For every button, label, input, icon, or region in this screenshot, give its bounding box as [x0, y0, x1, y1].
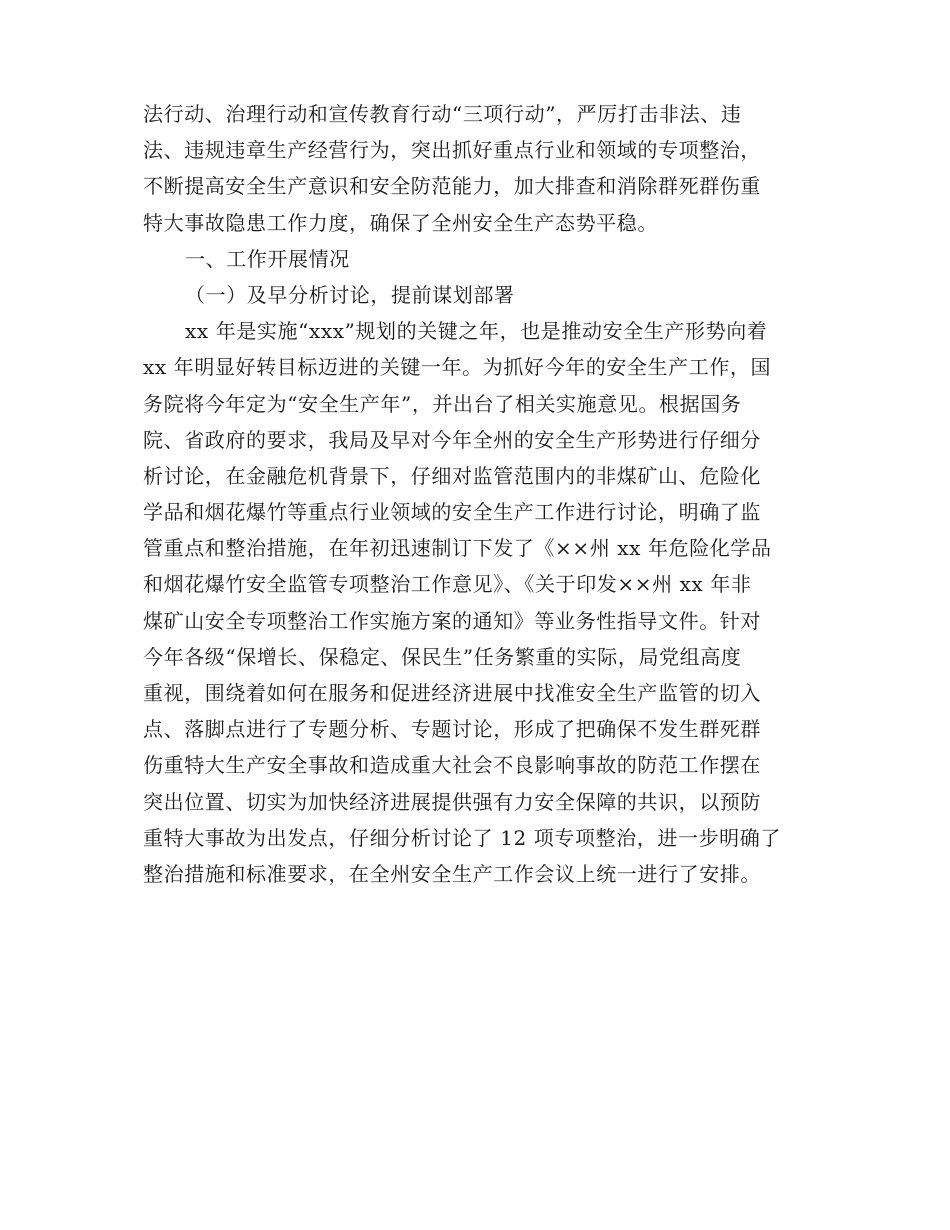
section-heading: 一、工作开展情况 [185, 246, 350, 271]
paragraph-line: 伤重特大生产安全事故和造成重大社会不良影响事故的防范工作摆在 [143, 753, 761, 778]
body-text [143, 96, 805, 892]
paragraph-line: 点、落脚点进行了专题分析、专题讨论，形成了把确保不发生群死群 [143, 717, 761, 742]
paragraph-line: 和烟花爆竹安全监管专项整治工作意见》、《关于印发××州 xx 年非 [143, 572, 752, 597]
paragraph-line: 今年各级“保增长、保稳定、保民生”任务繁重的实际，局党组高度 [143, 644, 742, 669]
paragraph-line: 整治措施和标准要求，在全州安全生产工作会议上统一进行了安排。 [143, 861, 761, 886]
paragraph-line: 煤矿山安全专项整治工作实施方案的通知》等业务性指导文件。针对 [143, 608, 761, 633]
subsection-heading: （一）及早分析讨论，提前谋划部署 [185, 282, 515, 307]
paragraph-line: 法行动、治理行动和宣传教育行动“三项行动”，严厉打击非法、违 [143, 102, 742, 126]
paragraph-line: 学品和烟花爆竹等重点行业领域的安全生产工作进行讨论，明确了监 [143, 500, 761, 525]
paragraph-line: 突出位置、切实为加快经济进展提供强有力安全保障的共识，以预防 [143, 789, 761, 814]
paragraph-line: 特大事故隐患工作力度，确保了全州安全生产态势平稳。 [143, 210, 658, 235]
paragraph-line: 重视，围绕着如何在服务和促进经济进展中找准安全生产监管的切入 [143, 681, 761, 705]
paragraph-line: xx 年是实施“xxx”规划的关键之年，也是推动安全生产形势向着 [185, 319, 768, 344]
paragraph-line: 务院将今年定为“安全生产年”，并出台了相关实施意见。根据国务 [143, 391, 742, 416]
paragraph-line: 管重点和整治措施，在年初迅速制订下发了《××州 xx 年危险化学品 [143, 536, 772, 561]
paragraph-line: 重特大事故为出发点，仔细分析讨论了 12 项专项整治，进一步明确了 [143, 825, 781, 850]
paragraph-line: 院、省政府的要求，我局及早对今年全州的安全生产形势进行仔细分 [143, 427, 761, 452]
paragraph-line: 不断提高安全生产意识和安全防范能力，加大排查和消除群死群伤重 [143, 174, 761, 199]
paragraph-line: 析讨论，在金融危机背景下，仔细对监管范围内的非煤矿山、危险化 [143, 463, 761, 488]
paragraph-line: xx 年明显好转目标迈进的关键一年。为抓好今年的安全生产工作，国 [143, 355, 772, 380]
paragraph-line: 法、违规违章生产经营行为，突出抓好重点行业和领域的专项整治， [143, 138, 761, 163]
